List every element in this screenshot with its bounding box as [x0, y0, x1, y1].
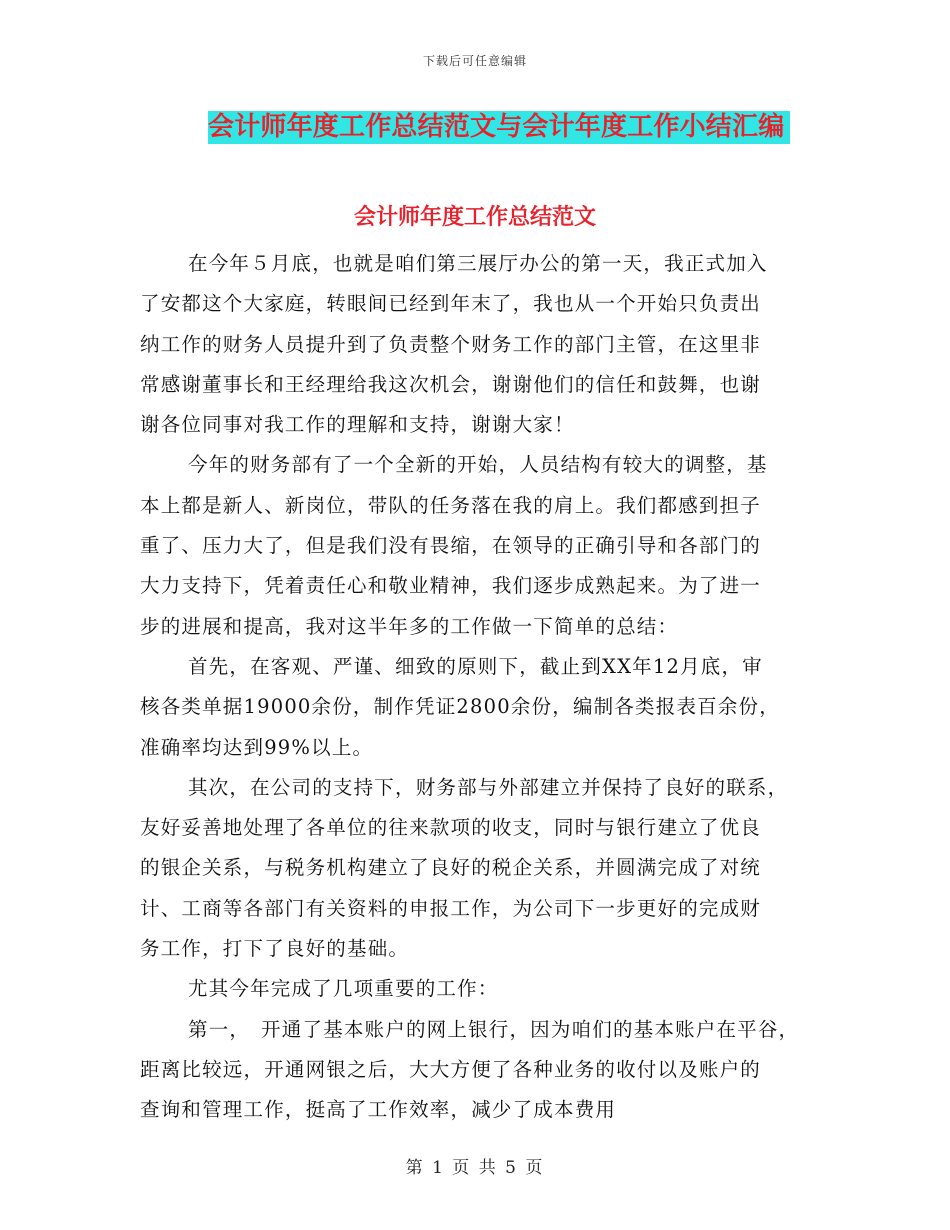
page-indicator: 第 1 页 共 5 页 [405, 1158, 545, 1178]
body-line: 常感谢董事长和王经理给我这次机会，谢谢他们的信任和鼓舞，也谢 [140, 372, 762, 396]
body-line: 距离比较远，开通网银之后，大大方便了各种业务的收付以及账户的 [140, 1057, 762, 1081]
section-title: 会计师年度工作总结范文 [353, 205, 596, 230]
body-line: 其次，在公司的支持下，财务部与外部建立并保持了良好的联系， [188, 775, 789, 799]
body-line: 计、工商等各部门有关资料的申报工作，为公司下一步更好的完成财 [140, 896, 762, 920]
body-line: 今年的财务部有了一个全新的开始，人员结构有较大的调整，基 [188, 453, 768, 477]
body-line: 准确率均达到99%以上。 [140, 735, 374, 759]
body-line: 步的进展和提高，我对这半年多的工作做一下简单的总结： [140, 614, 679, 638]
body-line: 在今年５月底，也就是咱们第三展厅办公的第一天，我正式加入 [188, 252, 768, 275]
document-body [140, 244, 810, 1131]
body-line: 了安都这个大家庭，转眼间已经到年末了，我也从一个开始只负责出 [140, 292, 762, 316]
body-line: 尤其今年完成了几项重要的工作： [188, 977, 499, 1001]
body-line: 大力支持下，凭着责任心和敬业精神，我们逐步成熟起来。为了进一 [140, 574, 762, 598]
body-line: 第一， 开通了基本账户的网上银行，因为咱们的基本账户在平谷， [188, 1017, 800, 1041]
body-line: 务工作，打下了良好的基础。 [140, 937, 410, 961]
body-line: 核各类单据19000余份，制作凭证2800余份，编制各类报表百余份， [140, 695, 780, 719]
document-title: 会计师年度工作总结范文与会计年度工作小结汇编 [208, 112, 785, 142]
body-line: 重了、压力大了，但是我们没有畏缩，在领导的正确引导和各部门的 [140, 534, 762, 558]
body-line: 首先，在客观、严谨、细致的原则下，截止到XX年12月底，审 [188, 654, 763, 678]
body-line: 友好妥善地处理了各单位的往来款项的收支，同时与银行建立了优良 [140, 816, 762, 840]
page-header-note: 下载后可任意编辑 [422, 54, 527, 68]
body-line: 本上都是新人、新岗位，带队的任务落在我的肩上。我们都感到担子 [140, 493, 762, 517]
body-line: 查询和管理工作，挺高了工作效率，减少了成本费用 [140, 1098, 617, 1122]
body-line: 纳工作的财务人员提升到了负责整个财务工作的部门主管，在这里非 [140, 332, 762, 356]
body-line: 谢各位同事对我工作的理解和支持，谢谢大家！ [140, 413, 575, 437]
body-line: 的银企关系，与税务机构建立了良好的税企关系，并圆满完成了对统 [140, 856, 762, 880]
